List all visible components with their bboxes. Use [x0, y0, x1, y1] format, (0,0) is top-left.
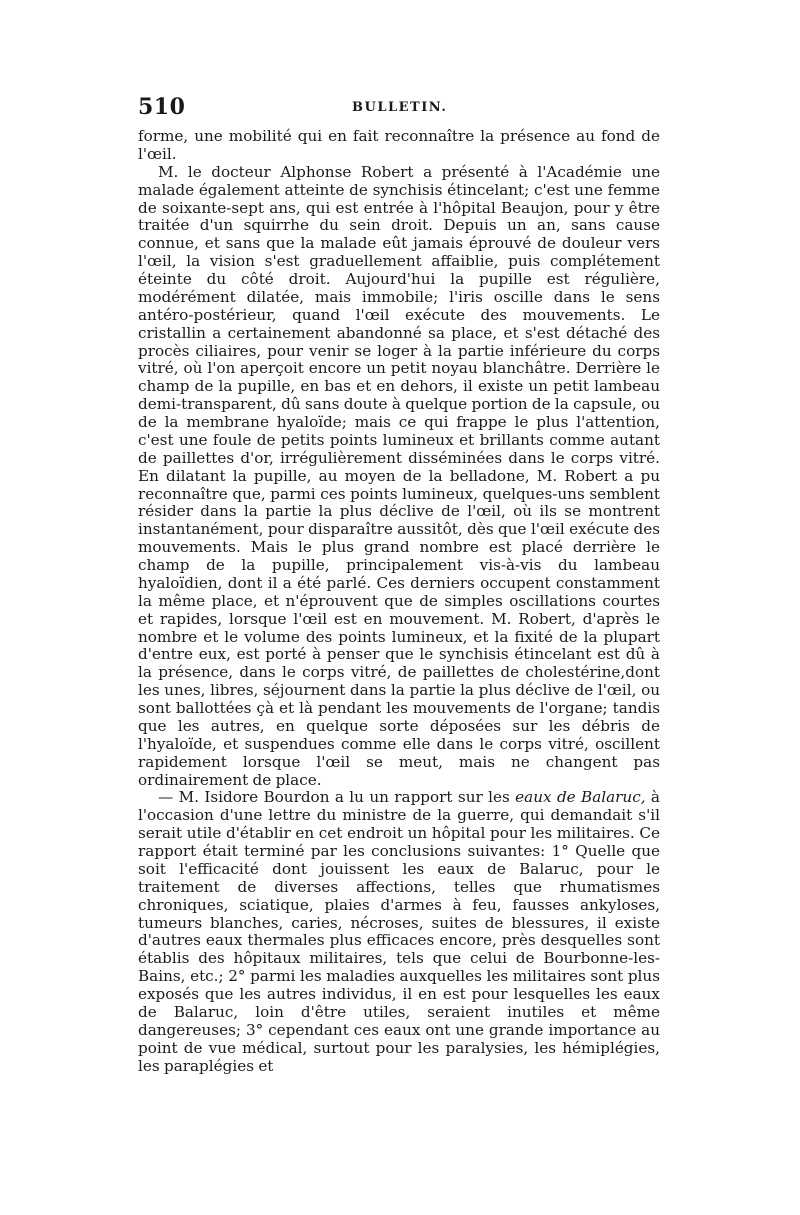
body-text [138, 128, 660, 1075]
running-title: BULLETIN. [352, 100, 448, 115]
page-header [138, 94, 660, 128]
paragraph-text-after: à l'occasion d'une lettre du ministre de la guerre, qui demandait s'il serait utile d'établir en cet endroit un hôpital pour les militaires. Ce rapport était terminé par les conclusions suivantes: 1° Quelle que soit l'efficacité dont jouissent les eaux de Balaruc, pour le traitement de diverses affections, telles que rhumatismes chroniques, sciatique, plaies d'armes à feu, fausses ankyloses, tumeurs blanches, caries, nécroses, suites de blessures, il existe d'autres eaux thermales plus efficaces encore, près desquelles sont établis des hôpitaux militaires, tels que celui de Bourbonne-les-Bains, etc.; 2° parmi les maladies auxquelles les militaires sont plus exposés que les autres individus, il en est pour lesquelles les eaux de Balaruc, loin d'être utiles, seraient inutiles et même dangereuses; 3° cependant ces eaux ont une grande importance au point de vue médical, surtout pour les paralysies, les hémiplégies, les paraplégies et [138, 788, 660, 1075]
paragraph-robert-synchisis: M. le docteur Alphonse Robert a présenté à l'Académie une malade également atteinte de synchisis étincelant; c'est une femme de soixante-sept ans, qui est entrée à l'hôpital Beaujon, pour y être traitée d'un squirrhe du sein droit. Depuis un an, sans cause connue, et sans que la malade eût jamais éprouvé de douleur vers l'œil, la vision s'est graduellement affaiblie, puis complétement éteinte du côté droit. Aujourd'hui la pupille est régulière, modérément dilatée, mais immobile; l'iris oscille dans le sens antéro-postérieur, quand l'œil exécute des mouvements. Le cristallin a certainement abandonné sa place, et s'est détaché des procès ciliaires, pour venir se loger à la partie inférieure du corps vitré, où l'on aperçoit encore un petit noyau blanchâtre. Derrière le champ de la pupille, en bas et en dehors, il existe un petit lambeau demi-transparent, dû sans doute à quelque portion de la capsule, ou de la membrane hyaloïde; mais ce qui frappe le plus l'attention, c'est une foule de petits points lumineux et brillants comme autant de paillettes d'or, irrégulièrement disséminées dans le corps vitré. En dilatant la pupille, au moyen de la belladone, M. Robert a pu reconnaître que, parmi ces points lumineux, quelques-uns semblent résider dans la partie la plus déclive de l'œil, où ils se montrent instantanément, pour disparaître aussitôt, dès que l'œil exécute des mouvements. Mais le plus grand nombre est placé derrière le champ de la pupille, principalement vis-à-vis du lambeau hyaloïdien, dont il a été parlé. Ces derniers occupent constamment la même place, et n'éprouvent que de simples oscillations courtes et rapides, lorsque l'œil est en mouvement. M. Robert, d'après le nombre et le volume des points lumineux, et la fixité de la plupart d'entre eux, est porté à penser que le synchisis étincelant est dû à la présence, dans le corps vitré, de paillettes de cholestérine,dont les unes, libres, séjournent dans la partie la plus déclive de l'œil, ou sont ballottées çà et là pendant les mouvements de l'organe; tandis que les autres, en quelque sorte déposées sur les débris de l'hyaloïde, et suspendues comme elle dans le corps vitré, oscillent rapidement lorsque l'œil se meut, mais ne changent pas ordinairement de place. [138, 162, 660, 789]
paragraph-text-before: — M. Isidore Bourdon a lu un rapport sur les [158, 788, 516, 807]
paragraph-bourdon-balaruc [138, 789, 660, 1075]
book-page [138, 94, 660, 1075]
italic-phrase: eaux de Balaruc, [515, 788, 646, 807]
paragraph-continuation: forme, une mobilité qui en fait reconnaître la présence au fond de l'œil. [138, 127, 660, 163]
page-number: 510 [138, 94, 186, 120]
